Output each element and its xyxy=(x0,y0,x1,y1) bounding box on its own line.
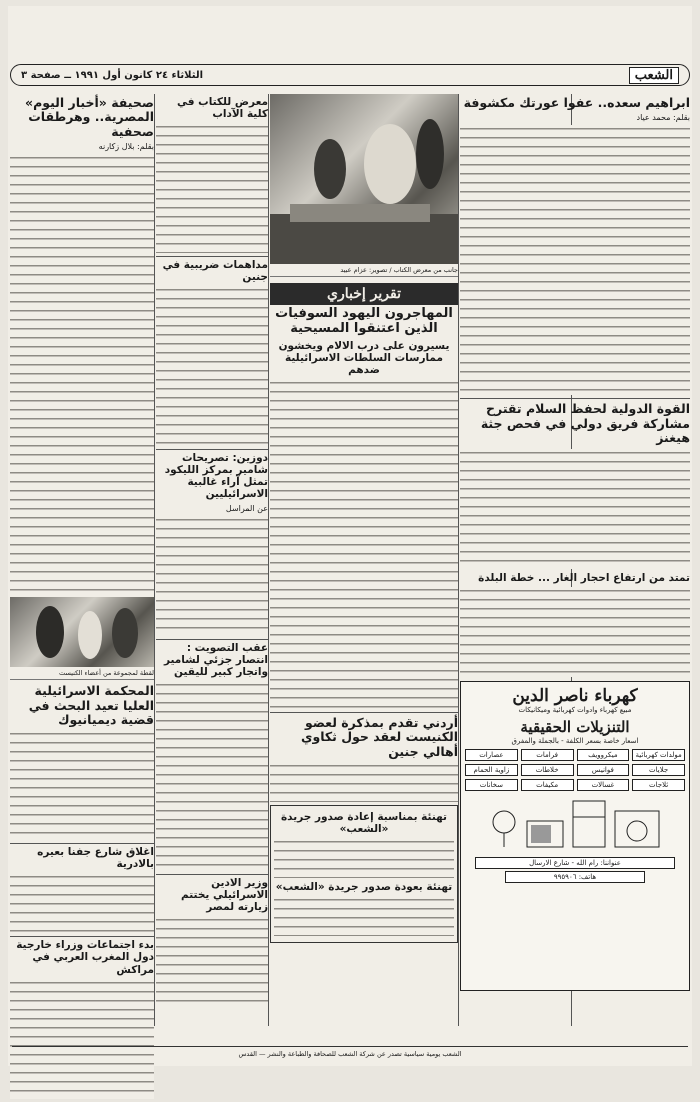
main-subheadline: يسيرون على درب الالام ويخشون ممارسات السلطات الاسرائيلية ضدهم xyxy=(278,339,450,376)
refrigerator-icon xyxy=(571,799,607,849)
center-section xyxy=(270,94,458,943)
ad-banner: التنزيلات الحقيقية xyxy=(520,717,630,736)
article-body-lines xyxy=(10,730,154,840)
ad-item: خلاطات xyxy=(521,764,574,776)
byline: بقلم: بلال زكارنه xyxy=(98,142,154,152)
ad-item: زاوية الحمام xyxy=(465,764,518,776)
ad-item: ميكروويف xyxy=(577,749,630,761)
ad-items-grid xyxy=(465,749,685,791)
ad-item: غسالات xyxy=(577,779,630,791)
advertisement xyxy=(460,681,690,991)
book-fair-photo xyxy=(270,94,458,264)
main-headline: المهاجرون اليهود السوفيات الذين اعتنقوا المسيحية xyxy=(275,306,453,336)
newspaper-page xyxy=(8,6,692,1066)
photo-image xyxy=(10,597,154,667)
ad-tagline: اسعار خاصة بسعر الكلفة - بالجملة والمفرق xyxy=(511,736,639,745)
congrats-headline: تهنئة بمناسبة إعادة صدور جريدة «الشعب» xyxy=(280,811,448,836)
article-headline: القوة الدولية لحفظ السلام تقترح مشاركة فريق دولي في فحص جثة هيغنز xyxy=(460,398,690,445)
article-body-lines xyxy=(10,154,154,594)
article-headline: صحيفة «أخبار اليوم» المصرية.. وهرطقات صحفية xyxy=(25,95,154,139)
photo-caption: لقطة لمجموعة من أعضاء الكنيست xyxy=(10,667,154,680)
congrats-headline: تهنئة بعودة صدور جريدة «الشعب» xyxy=(275,881,453,894)
microwave-icon xyxy=(525,819,565,849)
article-headline: مداهمات ضريبية في جنين xyxy=(156,256,268,283)
article-body-lines xyxy=(10,979,154,1099)
article-body-lines xyxy=(460,449,690,569)
article-body-lines xyxy=(156,286,268,446)
fan-icon xyxy=(489,809,519,849)
byline: بقلم: محمد عياد xyxy=(636,113,690,123)
article-headline: دوزين: تصريحات شامير بمركز الليكود تمثل آراء غالبية الاسرائيليين xyxy=(156,449,268,500)
article-body-lines xyxy=(270,762,458,802)
article-headline: معرض للكتاب في كلية الآداب xyxy=(176,96,268,121)
ad-address: عنواننا: رام الله - شارع الارسال xyxy=(475,857,675,869)
section-banner: تقرير إخباري xyxy=(270,283,458,305)
ad-item: مولدات كهربائية xyxy=(632,749,685,761)
article-body-lines xyxy=(460,125,690,395)
congrats-body-lines xyxy=(274,896,454,936)
ad-title: كهرباء ناصر الدين xyxy=(512,685,638,706)
article-body-lines xyxy=(460,587,690,677)
ad-item: مكيفات xyxy=(521,779,574,791)
ad-item: سخانات xyxy=(465,779,518,791)
article-headline: بدء اجتماعات وزراء خارجية دول المغرب العربي في مراكش xyxy=(10,936,154,975)
article-headline: المحكمة الاسرائيلية العليا تعيد البحث في قضية ديميانيوك xyxy=(28,683,154,727)
article-body-lines xyxy=(156,123,268,253)
right-section xyxy=(460,94,690,991)
mid-left-column xyxy=(156,94,268,1009)
appliance-illustrations xyxy=(465,799,685,849)
byline: عن المراسل xyxy=(225,503,268,513)
congratulations-box xyxy=(270,805,458,943)
photo-caption: جانب من معرض الكتاب / تصوير: عزام عبيد xyxy=(270,264,458,277)
article-headline: عقب التصويت : انتصار جزئي لشامير واتجار كبير لليقين xyxy=(156,639,268,678)
article-body-lines xyxy=(156,916,268,1006)
article-body-lines xyxy=(270,379,458,709)
ad-item: عصارات xyxy=(465,749,518,761)
date-line: الثلاثاء ٢٤ كانون أول ١٩٩١ ــ صفحة ٣ xyxy=(21,69,204,81)
article-body-lines xyxy=(10,873,154,933)
column-rule xyxy=(458,94,459,1026)
ad-subtitle: مبيع كهرباء وادوات كهربائية وميكانيكات xyxy=(518,705,632,714)
ad-phone: هاتف: ٩٩٥٩٠٦ xyxy=(505,871,645,883)
article-headline: ابراهيم سعده.. عفوا عورتك مكشوفة xyxy=(463,95,690,110)
article-headline: تمتد من ارتفاع احجار الغار ... خطة البلدة xyxy=(478,571,690,584)
masthead-logo: الشعب xyxy=(629,67,679,84)
column-rule xyxy=(268,94,269,1026)
article-body-lines xyxy=(156,516,268,636)
page-footer: الشعب يومية سياسية تصدر عن شركة الشعب للصحافة والطباعة والنشر — القدس xyxy=(12,1046,688,1058)
article-headline: أردني تقدم بمذكرة لعضو الكنيست لعقد حول ثكاوي أهالي جنين xyxy=(270,712,458,759)
left-column xyxy=(10,94,154,1102)
knesset-photo xyxy=(10,597,154,667)
article-headline: اغلاق شارع جفنا بعيره بالادرية xyxy=(10,843,154,870)
ad-item: جلايات xyxy=(632,764,685,776)
ad-item: فوانيس xyxy=(577,764,630,776)
ad-item: ثلاجات xyxy=(632,779,685,791)
article-body-lines xyxy=(156,681,268,871)
column-rule xyxy=(154,94,155,1026)
ad-item: فرامات xyxy=(521,749,574,761)
page-header-bar xyxy=(10,64,690,86)
article-headline: وزير الادين الاسرائيلي يختتم زيارته لمصر xyxy=(156,874,268,913)
congrats-body-lines xyxy=(274,838,454,878)
photo-image xyxy=(270,94,458,264)
washing-machine-icon xyxy=(613,809,661,849)
